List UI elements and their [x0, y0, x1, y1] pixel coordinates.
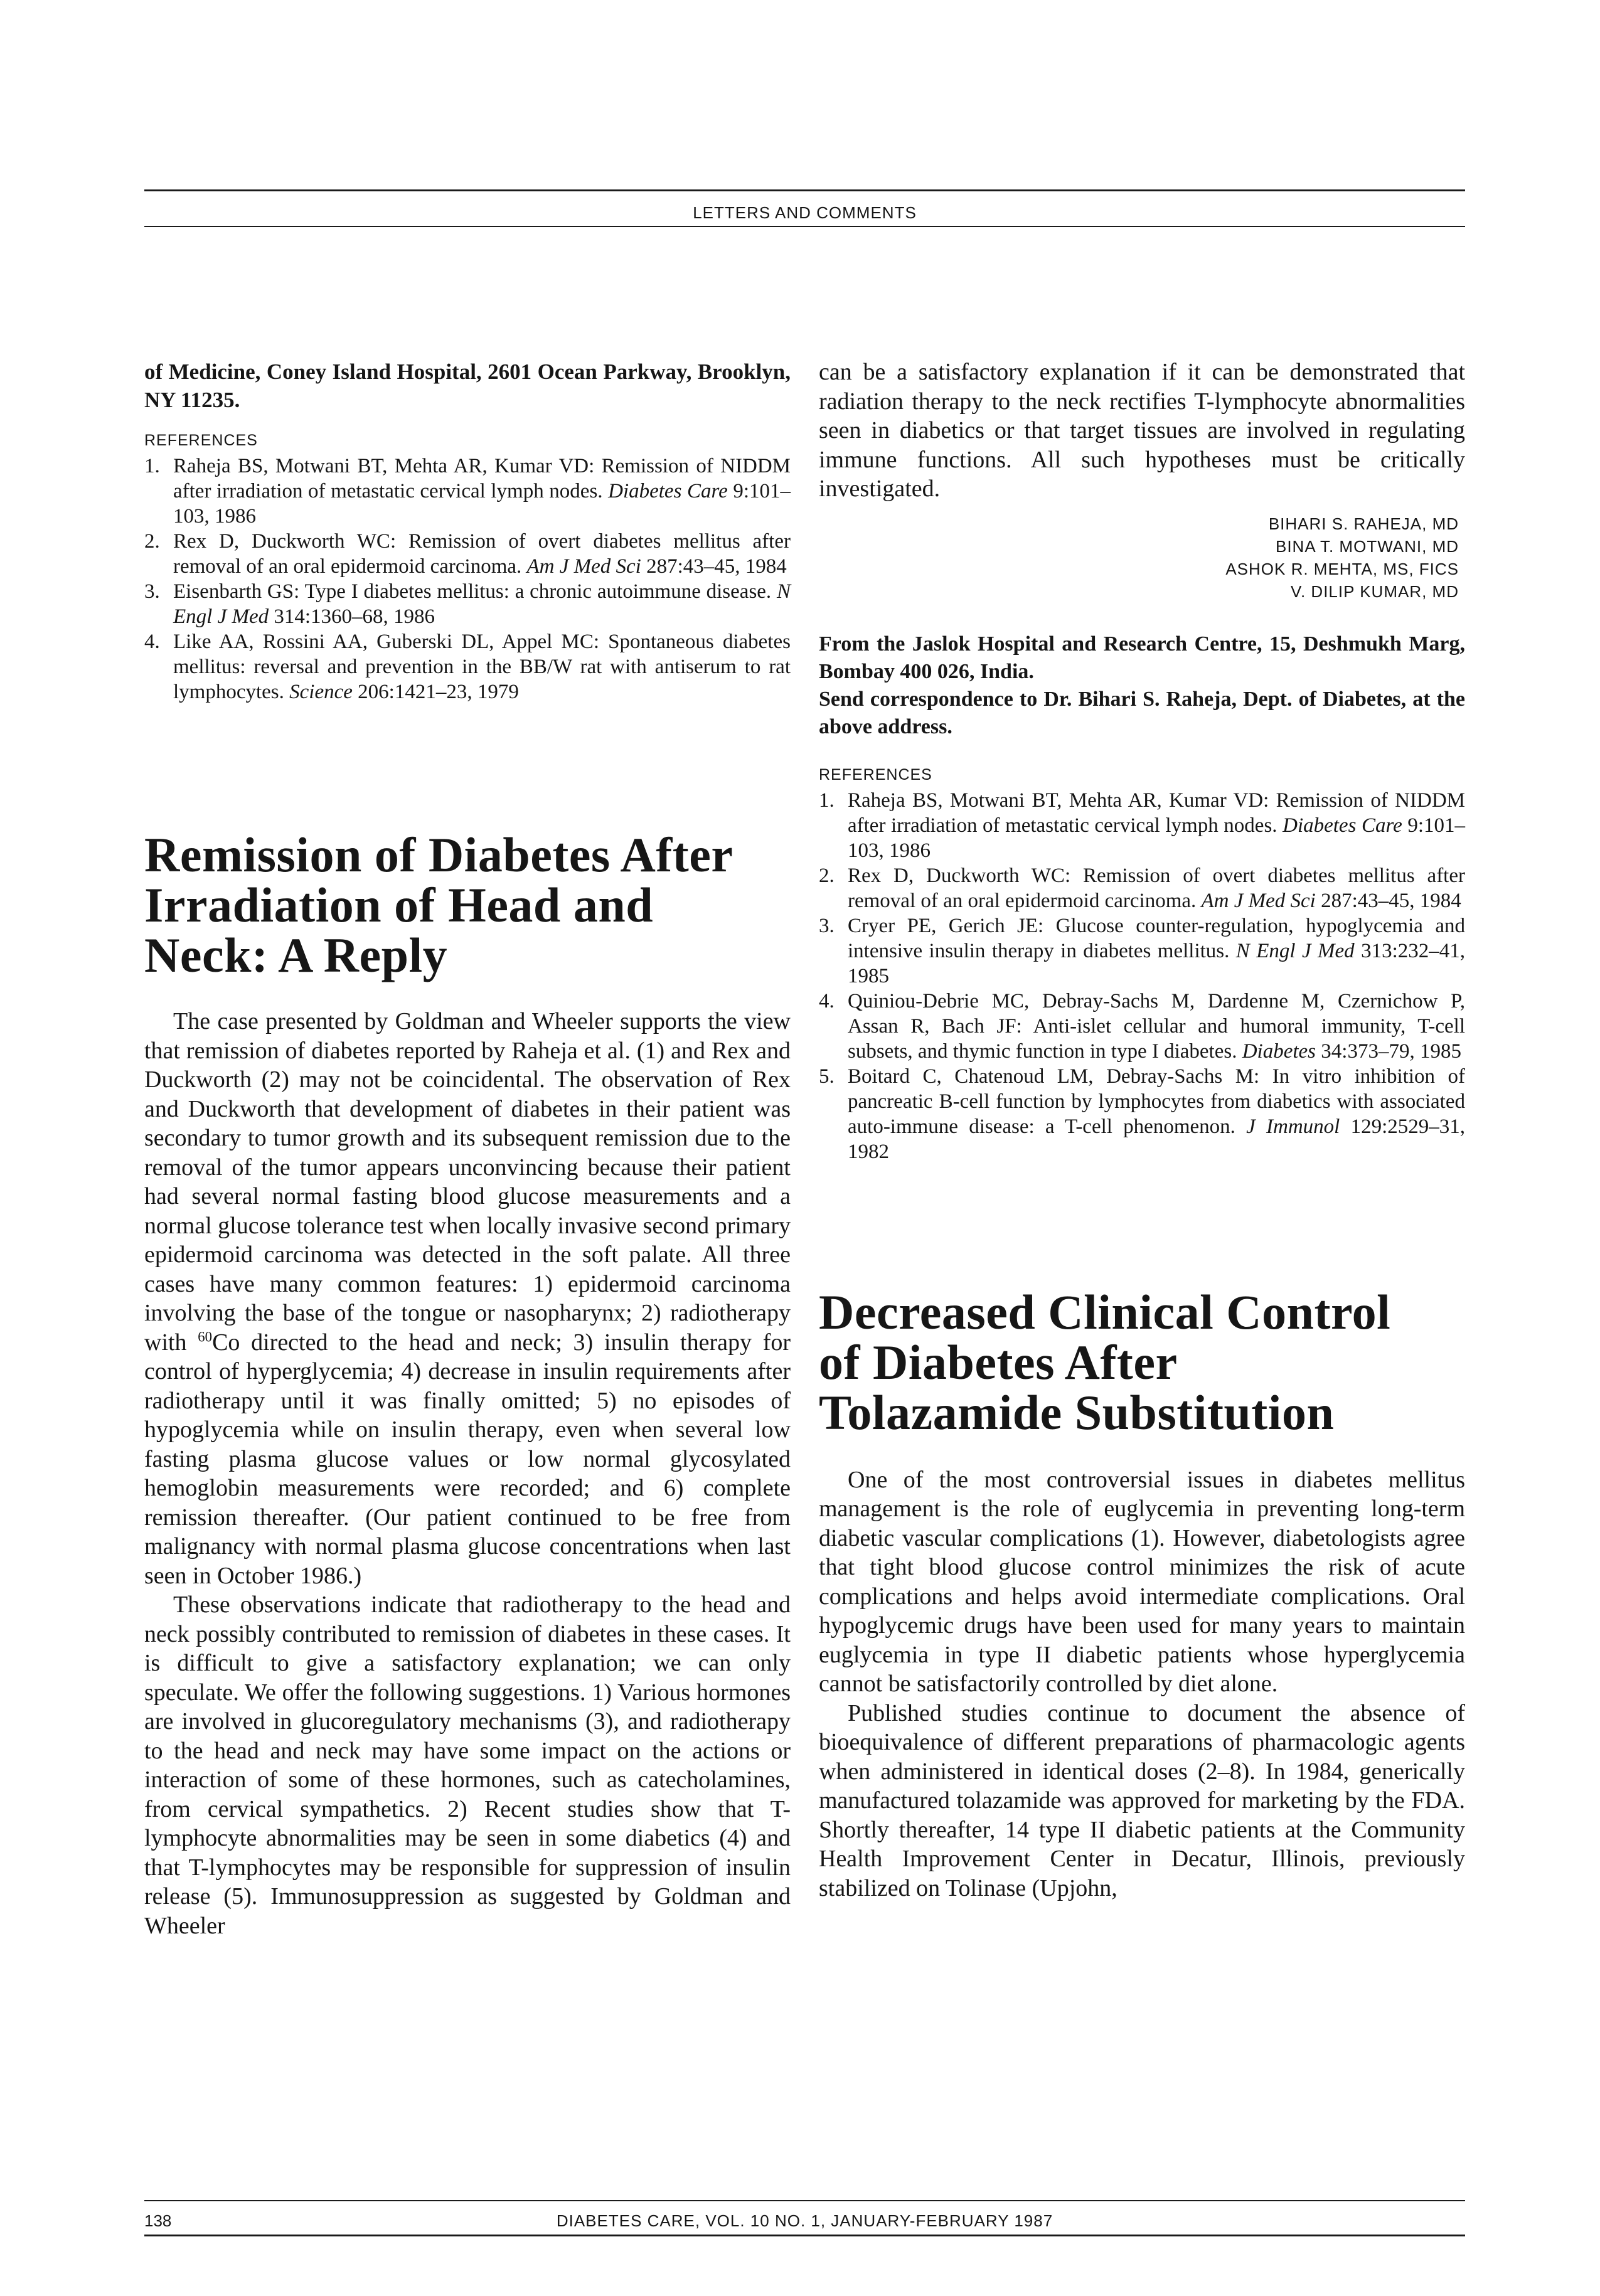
body-paragraph: The case presented by Goldman and Wheeler supports the view that remission of diabetes reported by Raheja et al. (1) and Rex and Duckworth (2) may not be coincidental. The observation of Rex and Duckworth that development of diabetes in their patient was secondary to tumor growth and its subsequent remission due to the removal of the tumor appears unconvincing because their patient had several normal fasting blood glucose measurements and a normal glucose tolerance test when locally invasive second primary epidermoid carcinoma was detected in the soft palate. All three cases have many common features: 1) epidermoid carcinoma involving the base of the tongue or nasopharynx; 2) radiotherapy with $^{60}$Co directed to the head and neck; 3) insulin therapy for control of hyperglycemia; 4) decrease in insulin requirements after radiotherapy until it was finally omitted; 5) no episodes of hypoglycemia while on insulin therapy, even when several low fasting plasma glucose values or low normal glycosylated hemoglobin measurements were recorded; and 6) complete remission thereafter. (Our patient continued to be free from malignancy with normal plasma glucose concentrations when last seen in October 1986.): [144, 1008, 791, 1589]
reference-item: 3. Cryer PE, Gerich JE: Glucose counter-regulation, hypoglycemia and intensive insulin therapy in diabetes mellitus. N Engl J Med 313:232–41, 1985: [819, 914, 1466, 987]
reference-list: [819, 788, 1465, 1164]
author-signature: [819, 513, 1459, 603]
reference-item: 5. Boitard C, Chatenoud LM, Debray-Sachs M: In vitro inhibition of pancreatic B-cell function by lymphocytes from diabetics with associated auto-immune disease: a T-cell phenomenon. J Immunol 129:2529–31, 1982: [819, 1065, 1466, 1163]
page-number: 138: [144, 2211, 172, 2230]
reference-item: 1. Raheja BS, Motwani BT, Mehta AR, Kumar VD: Remission of NIDDM after irradiation of metastatic cervical lymph nodes. Diabetes Care 9:101–103, 1986: [144, 455, 791, 528]
correspondence-address: Send correspondence to Dr. Bihari S. Raheja, Dept. of Diabetes, at the above address.: [819, 687, 1465, 738]
author-affiliation: From the Jaslok Hospital and Research Centre, 15, Deshmukh Marg, Bombay 400 026, India.: [819, 632, 1465, 683]
body-paragraph: Published studies continue to document the absence of bioequivalence of different preparations of pharmacologic agents when administered in identical doses (2–8). In 1984, generically manufactured tolazamide was approved for marketing by the FDA. Shortly thereafter, 14 type II diabetic patients at the Community Health Improvement Center in Decatur, Illinois, previously stabilized on Tolinase (Upjohn,: [819, 1699, 1465, 1901]
body-paragraph: These observations indicate that radiotherapy to the head and neck possibly contributed to remission of diabetes in these cases. It is difficult to give a satisfactory explanation; we can only speculate. We offer the following suggestions. 1) Various hormones are involved in glucoregulatory mechanisms (3), and radiotherapy to the head and neck may have some impact on the actions or interaction of some of these hormones, such as catecholamines, from cervical sympathetics. 2) Recent studies show that T-lymphocyte abnormalities may be seen in some diabetics (4) and that T-lymphocytes may be responsible for suppression of insulin release (5). Immunosuppression as suggested by Goldman and Wheeler: [144, 1592, 791, 1939]
left-column: [144, 358, 791, 1940]
author-name: BINA T. MOTWANI, MD: [1275, 536, 1459, 556]
references-heading: REFERENCES: [819, 765, 932, 784]
body-paragraph: can be a satisfactory explanation if it can be demonstrated that radiation therapy to the neck rectifies T-lymphocyte abnormalities seen in diabetics or that target tissues are involved in regulating immune functions. All such hypotheses must be critically investigated.: [819, 359, 1465, 502]
author-name: BIHARI S. RAHEJA, MD: [1268, 514, 1459, 533]
references-heading: REFERENCES: [144, 432, 258, 449]
footer-rule-bottom: [144, 2235, 1465, 2236]
reference-list: [144, 454, 791, 704]
reference-item: 1. Raheja BS, Motwani BT, Mehta AR, Kumar VD: Remission of NIDDM after irradiation of metastatic cervical lymph nodes. Diabetes Care 9:101–103, 1986: [819, 789, 1466, 862]
journal-citation: DIABETES CARE, VOL. 10 NO. 1, JANUARY-FEBRUARY 1987: [556, 2211, 1053, 2230]
body-paragraph: One of the most controversial issues in diabetes mellitus management is the role of euglycemia in preventing long-term diabetic vascular complications (1). However, diabetologists agree that tight blood glucose control minimizes the risk of acute complications and helps avoid intermediate complications. Oral hypoglycemic drugs have been used for many years to maintain euglycemia in type II diabetic patients whose hyperglycemia cannot be satisfactorily controlled by diet alone.: [819, 1466, 1465, 1697]
right-column: [819, 358, 1465, 1903]
header-rule-top: [144, 189, 1465, 191]
footer-rule-top: [144, 2200, 1465, 2201]
reference-item: 4. Like AA, Rossini AA, Guberski DL, Appel MC: Spontaneous diabetes mellitus: reversal and prevention in the BB/W rat with antiserum to rat lymphocytes. Science 206:1421–23, 1979: [144, 630, 791, 703]
reference-item: 2. Rex D, Duckworth WC: Remission of overt diabetes mellitus after removal of an oral epidermoid carcinoma. Am J Med Sci 287:43–45, 1984: [819, 864, 1465, 912]
article-title: Decreased Clinical Control of Diabetes After Tolazamide Substitution: [819, 1284, 1391, 1440]
header-rule-bottom: [144, 226, 1465, 227]
prior-letter-affiliation: of Medicine, Coney Island Hospital, 2601 Ocean Parkway, Brooklyn, NY 11235.: [144, 359, 791, 412]
running-head: LETTERS AND COMMENTS: [693, 203, 917, 222]
article-title: Remission of Diabetes After Irradiation of Head and Neck: A Reply: [144, 827, 733, 982]
author-name: V. DILIP KUMAR, MD: [1291, 582, 1459, 601]
reference-item: 4. Quiniou-Debrie MC, Debray-Sachs M, Dardenne M, Czernichow P, Assan R, Bach JF: Anti-islet cellular and humoral immunity, T-cell subsets, and thymic function in type I diabetes. Diabetes 34:373–79, 1985: [819, 989, 1465, 1063]
reference-item: 3. Eisenbarth GS: Type I diabetes mellitus: a chronic autoimmune disease. N Engl J Med 314:1360–68, 1986: [144, 580, 791, 628]
reference-item: 2. Rex D, Duckworth WC: Remission of overt diabetes mellitus after removal of an oral epidermoid carcinoma. Am J Med Sci 287:43–45, 1984: [144, 530, 791, 578]
author-name: ASHOK R. MEHTA, MS, FICS: [1225, 559, 1459, 578]
